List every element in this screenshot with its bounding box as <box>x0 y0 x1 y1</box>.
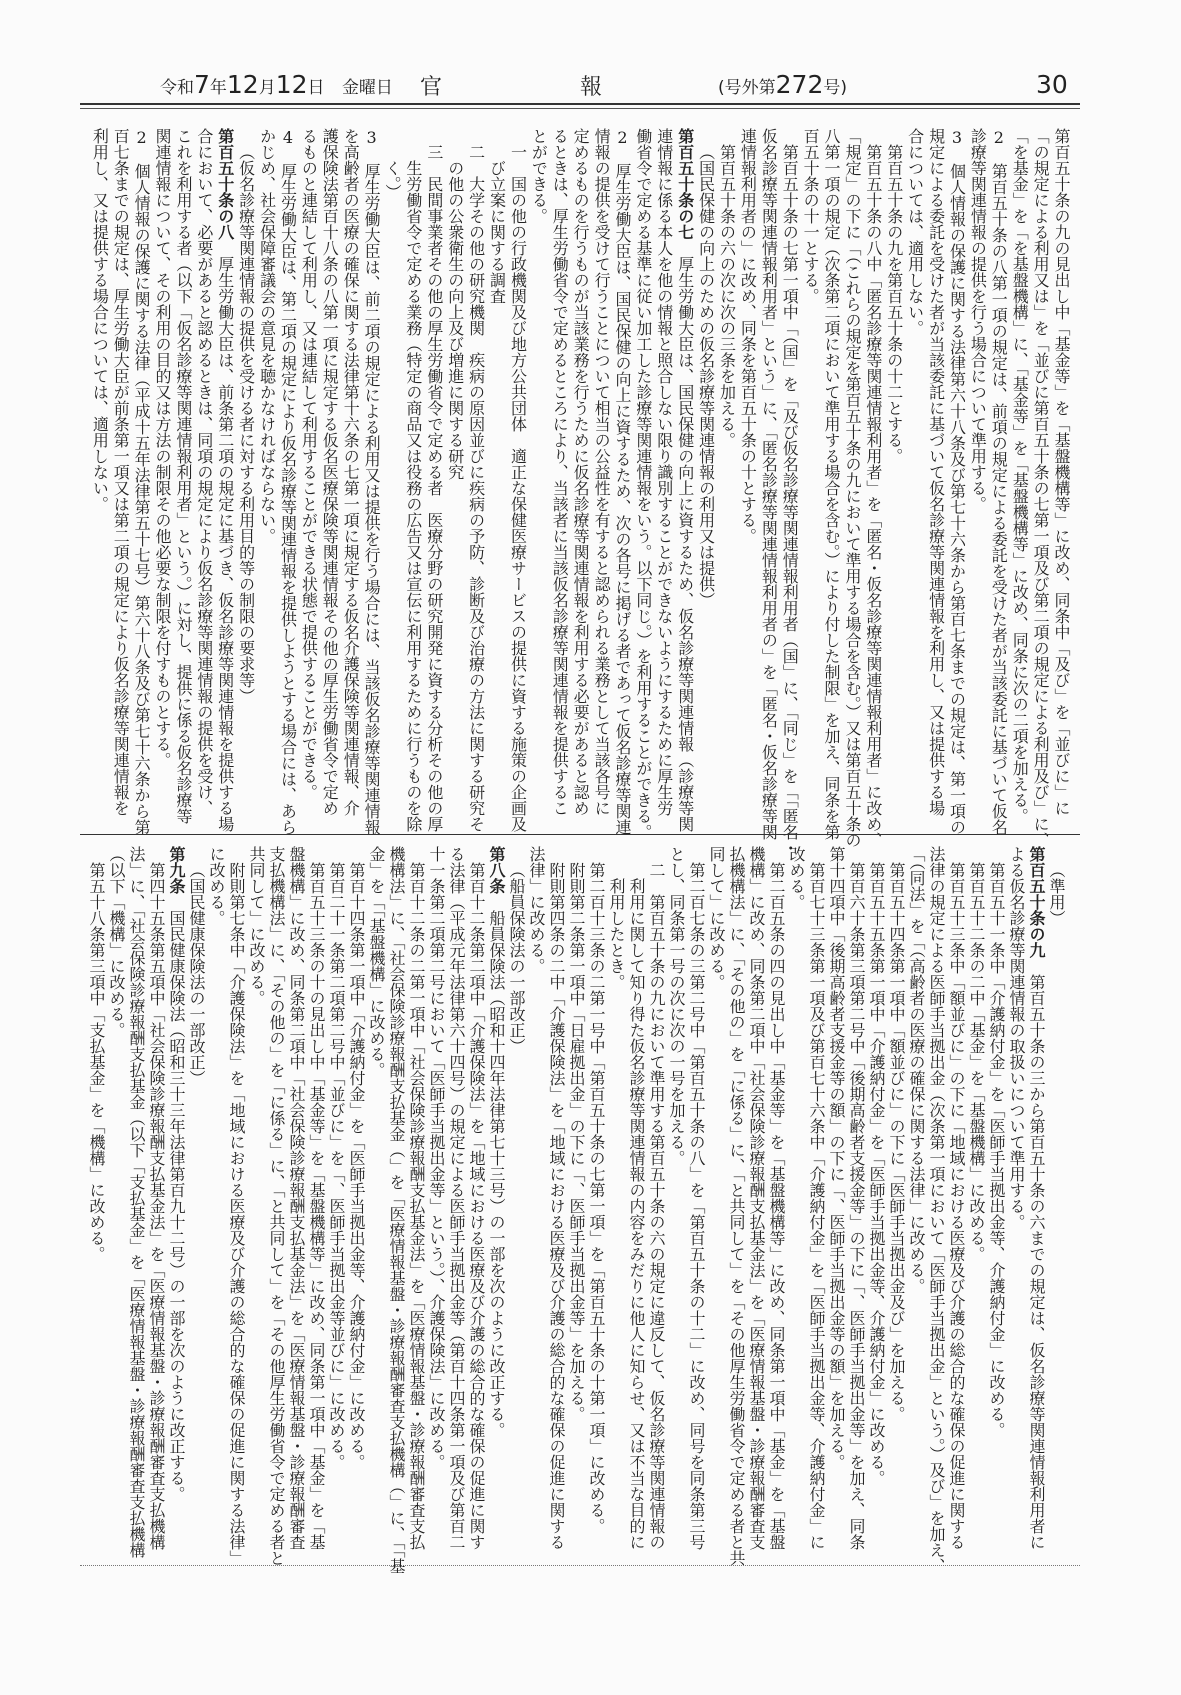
line-text: 二 大学その他の研究機関 疾病の原因並びに疾病の予防、診断及び治療の方法に関する研究そ <box>466 144 486 832</box>
text-line <box>606 846 626 1558</box>
page-number-value: 30 <box>1036 70 1068 99</box>
line-text: 第百五十条の九を第百五十条の十二とする。 <box>884 144 904 464</box>
line-text: 金」を「「基盤機構」に改める。 <box>367 846 386 1078</box>
text-line <box>526 846 546 1558</box>
text-line <box>186 846 206 1558</box>
line-text: 厚生労働大臣は、前二項の規定による利用又は提供を行う場合には、当該仮名診療等関連情報 <box>362 163 382 835</box>
text-line <box>226 846 246 1566</box>
line-text: 「（同法」を「（高齢者の医療の確保に関する法律」に改める。 <box>907 846 926 1294</box>
line-text: 第百十二条第二項中「介護保険法」を「地域における医療及び介護の総合的な確保の促進に関す <box>467 862 486 1550</box>
line-text: 護保険法第百十八条の八第一項に規定する仮名医療保険等関連情報その他の厚生労働省令で定め <box>320 128 340 816</box>
line-text: 第百五十四条第一項中「額並びに」の下に「医師手当拠出金及び」を加える。 <box>887 862 906 1422</box>
line-text: 規定による委託を受けた者が当該委託に基づいて仮名診療等関連情報を利用し、又は提供する場 <box>926 128 946 816</box>
text-line <box>866 846 886 1558</box>
text-line <box>746 846 766 1558</box>
text-line <box>151 128 172 828</box>
paragraph-number: 2 <box>989 128 1009 147</box>
text-line <box>286 846 306 1558</box>
text-line <box>906 846 926 1558</box>
line-text: 第百五十条の七第一項中「（国」を「及び仮名診療等関連情報利用者（国」に、「同じ」を「「匿名・ <box>780 144 800 856</box>
line-text: 連情報利用者の」に改め、同条を第百五十条の十とする。 <box>738 128 758 544</box>
paragraph-number: 2 <box>132 128 152 147</box>
line-text: 厚生労働大臣は、第二項の規定により仮名診療等関連情報を提供しようとする場合には、あら <box>278 163 298 835</box>
line-text: 第百五十二条の二中「基金」を「基盤機構」に改める。 <box>967 862 986 1262</box>
text-line <box>146 846 166 1558</box>
text-line <box>214 128 235 832</box>
text-line <box>706 846 726 1558</box>
line-text: （準用） <box>1047 862 1066 926</box>
text-line <box>946 128 967 835</box>
line-text: を高齢者の医療の確保に関する法律第十六条の七第一項に規定する仮名介護保険等関連情報、介 <box>341 128 361 816</box>
text-line <box>548 128 569 828</box>
line-text: 定めるものを行うものが当該業務を行うために仮名診療等関連情報を利用する必要があると認め <box>571 128 591 816</box>
line-text: 「規定」の下に「（これらの規定を第百五十条の九において準用する場合を含む。）又は第百五十条の <box>842 128 862 848</box>
text-line <box>465 128 486 832</box>
line-text: 第四十五条第五項中「社会保険診療報酬支払基金法」を「医療情報基盤・診療報酬審査支払機構 <box>147 862 166 1550</box>
text-line <box>674 128 695 832</box>
line-text: とし、同条第一号の次に次の一号を加える。 <box>667 846 686 1166</box>
line-text: 第百五十条の三から第百五十条の六までの規定は、仮名診療等関連情報利用者に <box>1027 974 1046 1550</box>
article-label: 第八条 <box>487 846 506 894</box>
header-rule <box>80 103 1080 109</box>
text-line <box>1050 128 1071 828</box>
issue-prefix: (号外第 <box>718 78 776 98</box>
text-line <box>297 128 318 828</box>
line-text: （船員保険法の一部改正） <box>507 862 526 1054</box>
text-line <box>246 846 266 1558</box>
upper-text-block <box>86 128 1071 856</box>
line-text: 機構」に改め、同条第二項中「社会保険診療報酬支払基金法」を「医療情報基盤・診療報酬審査支 <box>747 846 766 1550</box>
text-line <box>611 128 632 835</box>
text-line <box>126 846 146 1558</box>
text-line <box>193 128 214 828</box>
line-text: 第百十二条の二第一項中「社会保険診療報酬支払基金法」を「医療情報基盤・診療報酬審査支払 <box>407 862 426 1550</box>
line-text: 機構法」に、「社会保険診療報酬支払基金（」を「医療情報基盤・診療報酬審査支払機構（」に、「「基 <box>387 846 406 1574</box>
text-line <box>737 128 758 828</box>
line-text: 附則第七条中「介護保険法」を「地域における医療及び介護の総合的な確保の促進に関する法律」 <box>227 862 246 1566</box>
paragraph-number: 3 <box>362 128 382 147</box>
line-text: 情報の提供を受けて行うことについて相当の公益性を有すると認められる業務として当該各号に <box>592 128 612 816</box>
line-text: び立案に関する調査 <box>487 160 507 304</box>
line-text: 法律の規定による医師手当拠出金（次条第一項において「医師手当拠出金」という。）及び」を加え、 <box>927 846 946 1574</box>
line-text: るものと連結して利用し、又は連結して利用することができる状態で提供することができる。 <box>299 128 319 800</box>
text-line <box>506 846 526 1558</box>
text-line <box>235 128 256 828</box>
line-text: 「を基金」を「を基盤機構」に、「基金等」を「基盤機構等」に改め、同条に次の二項を加える。 <box>1010 128 1030 824</box>
line-text: 三 民間事業者その他の厚生労働省令で定める者 医療分野の研究開発に資する分析その他の厚 <box>424 144 444 832</box>
line-text: 附則第四条の二中「介護保険法」を「地域における医療及び介護の総合的な確保の促進に関する <box>547 862 566 1550</box>
line-text: に改める。 <box>207 846 226 926</box>
text-line <box>632 128 653 840</box>
text-line <box>546 846 566 1558</box>
date-year: 7 <box>194 70 210 99</box>
line-text: 第百五十五条第一項中「介護納付金」を「医師手当拠出金等、介護納付金」に改める。 <box>867 862 886 1486</box>
line-text: 第百五十三条の十の見出し中「基金等」を「基盤機構等」に改め、同条第一項中「基金」を「基 <box>307 862 326 1550</box>
date-era: 令和 <box>160 78 194 98</box>
text-line <box>306 846 326 1558</box>
line-text: 法律」に改める。 <box>527 846 546 974</box>
text-line <box>646 846 666 1558</box>
line-text: 利用したとき。 <box>607 878 626 990</box>
text-line <box>569 128 590 828</box>
text-line <box>206 846 226 1558</box>
line-text: る法律（平成元年法律第六十四号）の規定による医師手当拠出金等（第百十四条第一項及び第百二 <box>447 846 466 1550</box>
text-line <box>566 846 586 1558</box>
text-line <box>172 128 193 828</box>
text-line <box>346 846 366 1558</box>
line-text: 二 第百五十条の九において準用する第百五十条の六の規定に違反して、仮名診療等関連情報の <box>647 862 666 1550</box>
text-line <box>586 846 606 1558</box>
line-text: 第百六十条第三項第二号中「後期高齢者支援金等」の下に「、医師手当拠出金等」を加え、同条 <box>847 862 866 1550</box>
text-line <box>266 846 286 1566</box>
text-line <box>966 128 987 828</box>
issue-number-value: 272 <box>775 70 824 99</box>
text-line <box>716 128 737 828</box>
date-day-unit: 日 <box>307 78 325 98</box>
text-line <box>778 128 800 856</box>
line-text: 第百五十条の九の見出し中「基金等」を「基盤機構等」に改め、同条中「及び」を「並びに」に <box>1052 128 1071 816</box>
lower-text-block <box>86 846 1066 1574</box>
text-line <box>826 846 846 1558</box>
text-line <box>444 128 465 828</box>
text-line <box>381 128 402 828</box>
line-text: （以下「機構」に改める。 <box>107 846 126 1038</box>
text-line <box>88 128 109 828</box>
line-text: 第百五十条の八中「匿名診療等関連情報利用者」を「匿名・仮名診療等関連情報利用者」に改め、 <box>863 144 883 848</box>
line-text: の他の公衆衛生の向上及び増進に関する研究 <box>445 160 465 480</box>
text-line <box>926 846 946 1574</box>
text-line <box>402 128 423 832</box>
line-text: 共同して」に改める。 <box>247 846 266 1006</box>
line-text: 第百五十三条中「額並びに」の下に「地域における医療及び介護の総合的な確保の促進に関する <box>947 862 966 1550</box>
text-line <box>277 128 298 835</box>
line-text: 生労働省令で定める業務（特定の商品又は役務の広告又は宣伝に利用するために行うものを除 <box>403 160 423 832</box>
line-text: 連情報に係る本人を他の情報と照合しない限り識別することができないようにするために厚生労 <box>654 128 674 816</box>
line-text: 第五十八条第三項中「支払基金」を「機構」に改める。 <box>87 862 106 1262</box>
line-text: かじめ、社会保障審議会の意見を聴かなければならない。 <box>257 128 277 544</box>
date-month-unit: 月 <box>258 78 276 98</box>
text-line <box>1046 846 1066 1558</box>
line-text: 個人情報の保護に関する法律第六十八条及び第七十六条から第百七条までの規定は、第一項の <box>947 163 967 835</box>
line-text: 利用に関して知り得た仮名診療等関連情報の内容をみだりに他人に知らせ、又は不当な目的に <box>627 878 646 1550</box>
text-line <box>256 128 277 828</box>
text-line <box>339 128 360 828</box>
text-line <box>130 128 152 835</box>
text-line <box>318 128 339 828</box>
line-text: 厚生労働大臣は、国民保健の向上に資するため、仮名診療等関連情報（診療等関 <box>675 256 695 832</box>
line-text: 八第一項の規定（次条第二項において準用する場合を含む。）により付した制限」を加え、同条を第 <box>822 128 842 840</box>
text-line <box>786 846 806 1558</box>
line-text: 第百五十一条中「介護納付金」を「医師手当拠出金等、介護納付金」に改める。 <box>987 862 1006 1438</box>
line-text: 働省令で定める基準に従い加工した診療等関連情報をいう。以下同じ。）を利用することができる。 <box>633 128 653 840</box>
line-text: これを利用する者（以下「仮名診療等関連情報利用者」という。）に対し、提供に係る仮名診療等 <box>173 128 193 824</box>
text-line <box>1006 846 1026 1558</box>
text-line <box>986 846 1006 1558</box>
text-line <box>360 128 382 835</box>
line-text: 「の規定による利用又は」を「並びに第百五十条の七第一項及び第二項の規定による利用及び」に、 <box>1031 128 1051 848</box>
paragraph-number: 3 <box>947 128 967 147</box>
line-text: 国民健康保険法（昭和三十三年法律第百九十二号）の一部を次のように改正する。 <box>167 910 186 1502</box>
line-text: 厚生労働大臣は、国民保健の向上に資するため、次の各号に掲げる者であって仮名診療等関連 <box>612 163 632 835</box>
line-text: 第百十四条第一項中「介護納付金」を「医師手当拠出金等、介護納付金」に改める。 <box>347 862 366 1470</box>
date-month: 12 <box>226 70 259 99</box>
text-line <box>86 846 106 1558</box>
text-line <box>695 128 716 828</box>
text-line <box>726 846 746 1566</box>
line-text: 払機構法」に、「その他の」を「に係る」に、「と共同して」を「その他厚生労働省令で定める者と共 <box>727 846 746 1566</box>
line-text: るときは、厚生労働省令で定めるところにより、当該者に当該仮名診療等関連情報を提供するこ <box>550 128 570 816</box>
text-line <box>666 846 686 1558</box>
line-text: 船員保険法（昭和十四年法律第七十三号）の一部を次のように改正する。 <box>487 910 506 1438</box>
line-text: 第十四項中「後期高齢者支援金等の額」の下に「、医師手当拠出金等の額」を加える。 <box>827 846 846 1470</box>
line-text: 個人情報の保護に関する法律（平成十五年法律第五十七号）第六十八条及び第七十六条から第 <box>132 163 152 835</box>
text-line <box>106 846 126 1558</box>
text-line <box>799 128 820 828</box>
text-line <box>486 846 506 1558</box>
text-line <box>966 846 986 1558</box>
text-line <box>590 128 611 828</box>
date-day: 12 <box>275 70 308 99</box>
line-text: 利用し、又は提供する場合については、適用しない。 <box>90 128 110 512</box>
text-line <box>846 846 866 1558</box>
text-line <box>507 128 528 832</box>
article-label: 第百五十条の七 <box>675 128 695 240</box>
text-line <box>653 128 674 828</box>
line-text: 一 国の他の行政機関及び地方公共団体 適正な保健医療サービスの提供に資する施策の企画及 <box>508 144 528 832</box>
line-text: く。） <box>383 160 402 200</box>
line-text: 十一条第二項第二号において「医師手当拠出金等」という。）、介護保険法」に改める。 <box>427 846 446 1470</box>
gazette-title-2: 報 <box>580 75 603 100</box>
article-label: 第九条 <box>167 846 186 894</box>
header-date <box>160 70 393 100</box>
text-line <box>904 128 925 828</box>
line-text: 第二百七条の三第二号中「第百五十条の八」を「第百五十条の十二」に改め、同号を同条第三号 <box>687 862 706 1550</box>
text-line <box>766 846 786 1558</box>
line-text: 百七条までの規定は、厚生労働大臣が前条第一項又は第二項の規定により仮名診療等関連情報を <box>111 128 131 816</box>
line-text: 第百五十条の八第一項の規定は、前項の規定による委託を受けた者が当該委託に基づいて仮名 <box>989 163 1009 835</box>
line-text: 仮名診療等関連情報利用者」という」に、「匿名診療等関連情報利用者の」を「匿名・仮名診療等関 <box>759 128 779 840</box>
line-text: 合については、適用しない。 <box>905 128 925 336</box>
text-line <box>426 846 446 1558</box>
issue-suffix: 号) <box>823 78 847 98</box>
text-line <box>925 128 946 828</box>
text-line <box>423 128 444 832</box>
text-line <box>386 846 406 1574</box>
text-line <box>1029 128 1051 848</box>
article-label: 第百五十条の九 <box>1027 846 1046 958</box>
line-text: 盤機構」に改め、同条第二項中「社会保険診療報酬支払基金法」を「医療情報基盤・診療報酬審査 <box>287 846 306 1550</box>
text-line <box>446 846 466 1558</box>
text-line <box>527 128 548 828</box>
article-label: 第百五十条の八 <box>215 128 235 240</box>
date-year-unit: 年 <box>209 78 227 98</box>
text-line <box>166 846 186 1558</box>
text-line <box>886 846 906 1558</box>
gazette-title-1: 官 <box>420 75 443 100</box>
text-line <box>806 846 826 1558</box>
text-line <box>486 128 507 828</box>
line-text: 合において、必要があると認めるときは、同項の規定により仮名診療等関連情報の提供を受け、 <box>194 128 214 816</box>
line-text: 第百二十一条第二項第二号中「並びに」を「、医師手当拠出金等並びに」に改める。 <box>327 862 346 1470</box>
line-text: 同して」に改める。 <box>707 846 726 990</box>
line-text: 厚生労働大臣は、前条第二項の規定に基づき、仮名診療等関連情報を提供する場 <box>215 256 235 832</box>
paragraph-number: 4 <box>278 128 298 147</box>
line-text: 診療等関連情報の提供を行う場合について準用する。 <box>968 128 988 512</box>
text-line <box>466 846 486 1558</box>
line-text: 関連情報について、その利用の目的又は方法の制限その他必要な制限を付すものとする。 <box>153 128 173 768</box>
text-line <box>686 846 706 1558</box>
line-text: 支払機構法」に、「その他の」を「に係る」に、「と共同して」を「その他厚生労働省令で定める者と <box>267 846 286 1566</box>
section-divider <box>80 834 1080 835</box>
line-text: 第百七十三条第一項及び第百七十六条中「介護納付金」を「医師手当拠出金等、介護納付金」に <box>807 862 826 1550</box>
line-text: （国民健康保険法の一部改正） <box>187 862 206 1086</box>
text-line <box>1026 846 1046 1558</box>
bottom-rule <box>80 1565 1080 1566</box>
line-text: 第二百十三条の二第一号中「第百五十条の七第一項」を「第百五十条の十第一項」に改める。 <box>587 862 606 1534</box>
weekday: 金曜日 <box>341 78 393 98</box>
line-text: 改める。 <box>787 846 806 910</box>
text-line <box>862 128 883 848</box>
text-line <box>109 128 130 828</box>
text-line <box>987 128 1009 835</box>
line-text: 第百五十条の六の次に次の三条を加える。 <box>717 144 737 448</box>
issue-number <box>718 70 847 100</box>
text-line <box>1008 128 1029 828</box>
text-line <box>883 128 904 828</box>
line-text: 附則第二条第一項中「日雇拠出金」の下に「、医師手当拠出金等」を加える。 <box>567 862 586 1422</box>
line-text: 法」に、「社会保険診療報酬支払基金（以下「支払基金」を「医療情報基盤・診療報酬審査支払機構 <box>127 846 146 1558</box>
text-line <box>841 128 862 848</box>
text-line <box>406 846 426 1558</box>
text-line <box>626 846 646 1558</box>
line-text: よる仮名診療等関連情報の取扱いについて準用する。 <box>1007 846 1026 1230</box>
text-line <box>366 846 386 1558</box>
line-text: とができる。 <box>529 128 549 224</box>
line-text: 第二百五条の四の見出し中「基金等」を「基盤機構等」に改め、同条第一項中「基金」を「基盤 <box>767 862 786 1550</box>
paragraph-number: 2 <box>612 128 632 147</box>
text-line <box>326 846 346 1558</box>
line-text: 百五十条の十一とする。 <box>801 128 821 304</box>
line-text: （仮名診療等関連情報の提供を受ける者に対する利用目的等の制限の要求等） <box>236 144 256 704</box>
line-text: （国民保健の向上のための仮名診療等関連情報の利用又は提供） <box>696 144 716 608</box>
text-line <box>820 128 842 840</box>
page-number <box>1036 70 1068 100</box>
text-line <box>946 846 966 1558</box>
text-line <box>757 128 779 840</box>
